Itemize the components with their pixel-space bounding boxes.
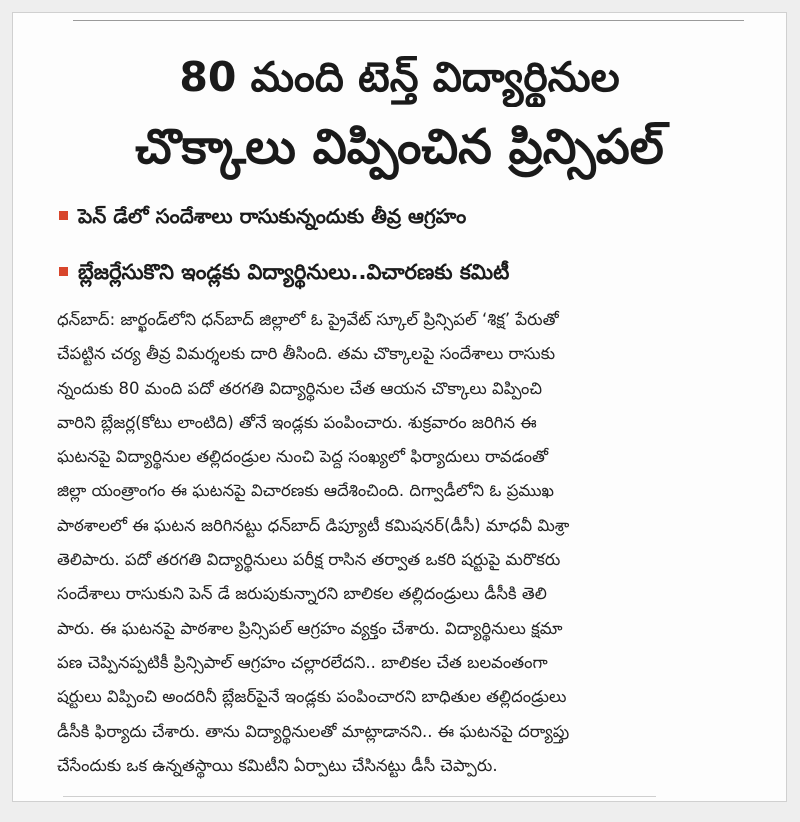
bullet-square-icon — [59, 211, 68, 220]
bullet-text: పెన్ డేలో సందేశాలు రాసుకున్నందుకు తీవ్ర ఆగ్రహం — [78, 204, 467, 228]
body-line: ధన్‌బాద్: జార్ఖండ్‌లోని ధన్‌బాద్ జిల్లాలో ఓ ప్రైవేట్ స్కూల్ ప్రిన్సిపల్ ‘శిక్ష’ పేరుతో — [57, 310, 559, 329]
bullet-text: బ్లేజర్లేసుకొని ఇండ్లకు విద్యార్థినులు..విచారణకు కమిటీ — [78, 260, 510, 284]
news-clipping — [12, 12, 787, 802]
bottom-divider — [63, 796, 656, 797]
body-line: షర్టులు విప్పించి అందరినీ బ్లేజర్‌పైనే ఇండ్లకు పంపించారని బాధితుల తల్లిదండ్రులు — [57, 687, 567, 707]
body-line: సందేశాలు రాసుకుని పెన్ డే జరుపుకున్నారని బాలికల తల్లిదండ్రులు డీసీకి తెలి — [57, 584, 547, 604]
subheading-bullet-1 — [59, 197, 768, 235]
top-divider — [73, 20, 744, 21]
subheading-bullet-2 — [59, 253, 768, 291]
body-line: పణ చెప్పినప్పటికీ ప్రిన్సిపాల్ ఆగ్రహం చల్లారలేదని.. బాలికల చేత బలవంతంగా — [57, 652, 548, 672]
bullet-square-icon — [59, 267, 68, 276]
article-body — [57, 303, 756, 783]
body-line: తెలిపారు. పదో తరగతి విద్యార్థినులు పరీక్ష రాసిన తర్వాత ఒకరి షర్టుపై మరొకరు — [57, 550, 561, 570]
body-line: జిల్లా యంత్రాంగం ఈ ఘటనపై విచారణకు ఆదేశించింది. దిగ్వాడీలోని ఓ ప్రముఖ — [57, 481, 554, 501]
headline-line-1: 80 మంది టెన్త్ విద్యార్థినుల — [179, 53, 620, 101]
body-line: డీసీకి ఫిర్యాదు చేశారు. తాను విద్యార్థినులతో మాట్లాడానని.. ఈ ఘటనపై దర్యాప్తు — [57, 721, 570, 741]
body-line: పాఠశాలలో ఈ ఘటన జరిగినట్టు ధన్‌బాద్ డిప్యూటీ కమిషనర్(డీసీ) మాధవీ మిశ్రా — [57, 515, 570, 535]
body-line: చేసేందుకు ఒక ఉన్నతస్థాయి కమిటీని ఏర్పాటు చేసినట్టు డీసీ చెప్పారు. — [57, 755, 498, 775]
body-line: చేపట్టిన చర్య తీవ్ర విమర్శలకు దారి తీసింది. తమ చొక్కాలపై సందేశాలు రాసుకు — [57, 344, 556, 364]
body-line: న్నందుకు 80 మంది పదో తరగతి విద్యార్థినుల చేత ఆయన చొక్కాలు విప్పించి — [57, 378, 543, 398]
body-line: పారు. ఈ ఘటనపై పాఠశాల ప్రిన్సిపల్ ఆగ్రహం వ్యక్తం చేశారు. విద్యార్థినులు క్షమా — [57, 618, 563, 638]
body-line: ఘటనపై విద్యార్థినుల తల్లిదండ్రుల నుంచి పెద్ద సంఖ్యలో ఫిర్యాదులు రావడంతో — [57, 447, 549, 467]
body-line: వారిని బ్లేజర్ల(కోటు లాంటిది) తోనే ఇండ్లకు పంపించారు. శుక్రవారం జరిగిన ఈ — [57, 412, 537, 432]
headline-line-2: చొక్కాలు విప్పించిన ప్రిన్సిపల్ — [135, 119, 664, 175]
